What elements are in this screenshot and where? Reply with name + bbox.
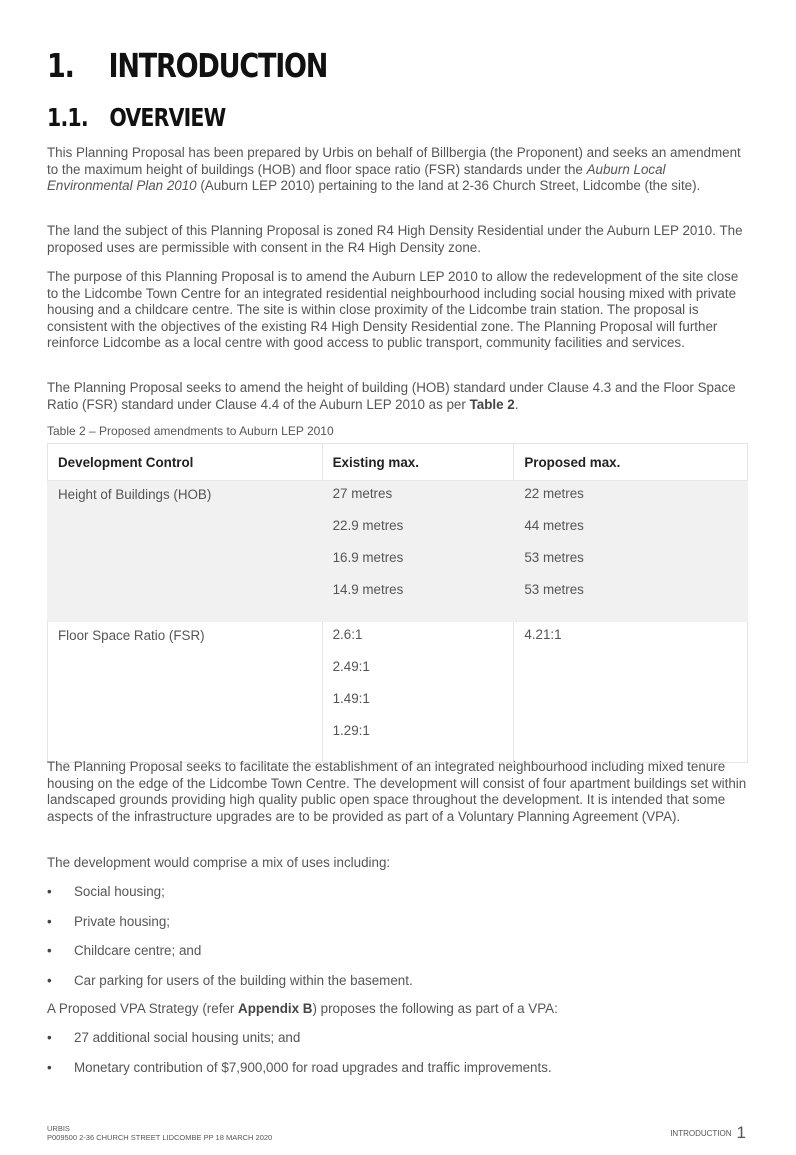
column-header: Proposed max. xyxy=(514,444,748,481)
existing-value: 2.49:1 xyxy=(332,659,370,674)
existing-cell xyxy=(322,622,514,763)
paragraph-amendment xyxy=(47,380,747,413)
paragraph-text: The Planning Proposal seeks to amend the height of building (HOB) standard under Clause 4.3 and the Floor Space Ratio (FSR) standard under Clause 4.4 of the Auburn LEP 2010 as per xyxy=(47,380,736,412)
proposed-value: 4.21:1 xyxy=(524,627,562,642)
existing-value: 22.9 metres xyxy=(332,518,404,533)
subsection-heading xyxy=(47,103,225,132)
proposed-value: 53 metres xyxy=(524,550,584,565)
subsection-title: OVERVIEW xyxy=(109,103,226,132)
footer-reference xyxy=(47,1124,272,1142)
paragraph-development: The Planning Proposal seeks to facilitate the establishment of an integrated neighbourhood including mixed tenure housing on the edge of the Lidcombe Town Centre. The development will consist of four apartment buildings set within landscaped grounds providing high quality public open space throughout the development. It is intended that some aspects of the infrastructure upgrades are to be provided as part of a Voluntary Planning Agreement (VPA). xyxy=(47,759,747,824)
amendments-table xyxy=(47,443,748,763)
existing-cell xyxy=(322,481,514,622)
control-cell: Height of Buildings (HOB) xyxy=(48,481,323,622)
list-item: • Private housing; xyxy=(47,914,413,944)
paragraph-text: . xyxy=(514,396,519,412)
paragraph-text: This Planning Proposal has been prepared by Urbis on behalf of Billbergia (the Proponent) and seeks an amendment to the maximum height of buildings (HOB) and floor space ratio (FSR) standards under the xyxy=(47,145,741,177)
list-item: • 27 additional social housing units; and xyxy=(47,1030,552,1060)
lep-title: Auburn Local Environmental Plan 2010 xyxy=(47,161,666,194)
footer-section: INTRODUCTION xyxy=(670,1129,732,1138)
table-row xyxy=(48,622,748,763)
proposed-value: 53 metres xyxy=(524,582,584,597)
footer-page xyxy=(670,1123,746,1143)
vpa-list xyxy=(47,1030,552,1089)
footer-org: URBIS xyxy=(47,1124,70,1133)
paragraph-vpa xyxy=(47,1001,747,1018)
paragraph-purpose: The purpose of this Planning Proposal is to amend the Auburn LEP 2010 to allow the redevelopment of the site close to the Lidcombe Town Centre for an integrated residential neighbourhood including social housing mixed with private housing and a childcare centre. The site is within close proximity of the Lidcombe train station. The proposal is consistent with the objectives of the existing R4 High Density Residential zone. The Planning Proposal will further reinforce Lidcombe as a local centre with good access to public transport, community facilities and services. xyxy=(47,269,739,351)
footer-doc-ref: P009500 2-36 CHURCH STREET LIDCOMBE PP 18 MARCH 2020 xyxy=(47,1133,273,1142)
column-header: Development Control xyxy=(48,444,323,481)
proposed-cell xyxy=(514,481,748,622)
section-number: 1. xyxy=(47,46,74,85)
existing-value: 14.9 metres xyxy=(332,582,404,597)
column-header: Existing max. xyxy=(322,444,514,481)
page-number: 1 xyxy=(736,1123,746,1142)
proposed-value: 22 metres xyxy=(524,486,584,501)
paragraph-text: (Auburn LEP 2010) pertaining to the land at 2-36 Church Street, Lidcombe (the site). xyxy=(196,178,701,194)
section-title: INTRODUCTION xyxy=(108,46,328,85)
existing-value: 16.9 metres xyxy=(332,550,404,565)
table-caption: Table 2 – Proposed amendments to Auburn LEP 2010 xyxy=(47,424,334,438)
table-reference: Table 2 xyxy=(469,396,515,412)
proposed-cell xyxy=(514,622,748,763)
list-item: • Childcare centre; and xyxy=(47,943,413,973)
paragraph-text: A Proposed VPA Strategy (refer xyxy=(47,1001,239,1016)
existing-value: 1.29:1 xyxy=(332,723,370,738)
appendix-reference: Appendix B xyxy=(238,1001,313,1016)
existing-value: 1.49:1 xyxy=(332,691,370,706)
section-heading xyxy=(47,46,327,85)
subsection-number: 1.1. xyxy=(47,103,88,132)
paragraph-text: ) proposes the following as part of a VPA: xyxy=(312,1001,558,1016)
existing-value: 2.6:1 xyxy=(332,627,363,642)
control-cell: Floor Space Ratio (FSR) xyxy=(48,622,323,763)
paragraph-intro xyxy=(47,145,747,195)
proposed-value: 44 metres xyxy=(524,518,584,533)
list-item: • Monetary contribution of $7,900,000 for road upgrades and traffic improvements. xyxy=(47,1060,552,1090)
uses-list xyxy=(47,884,413,1002)
paragraph-uses-intro: The development would comprise a mix of uses including: xyxy=(47,855,391,870)
list-item: • Social housing; xyxy=(47,884,413,914)
table-header-row xyxy=(48,444,748,481)
existing-value: 27 metres xyxy=(332,486,393,501)
table-row xyxy=(48,481,748,622)
list-item: • Car parking for users of the building within the basement. xyxy=(47,973,413,1003)
paragraph-zoning: The land the subject of this Planning Proposal is zoned R4 High Density Residential under the Auburn LEP 2010. The proposed uses are permissible with consent in the R4 High Density zone. xyxy=(47,223,743,255)
